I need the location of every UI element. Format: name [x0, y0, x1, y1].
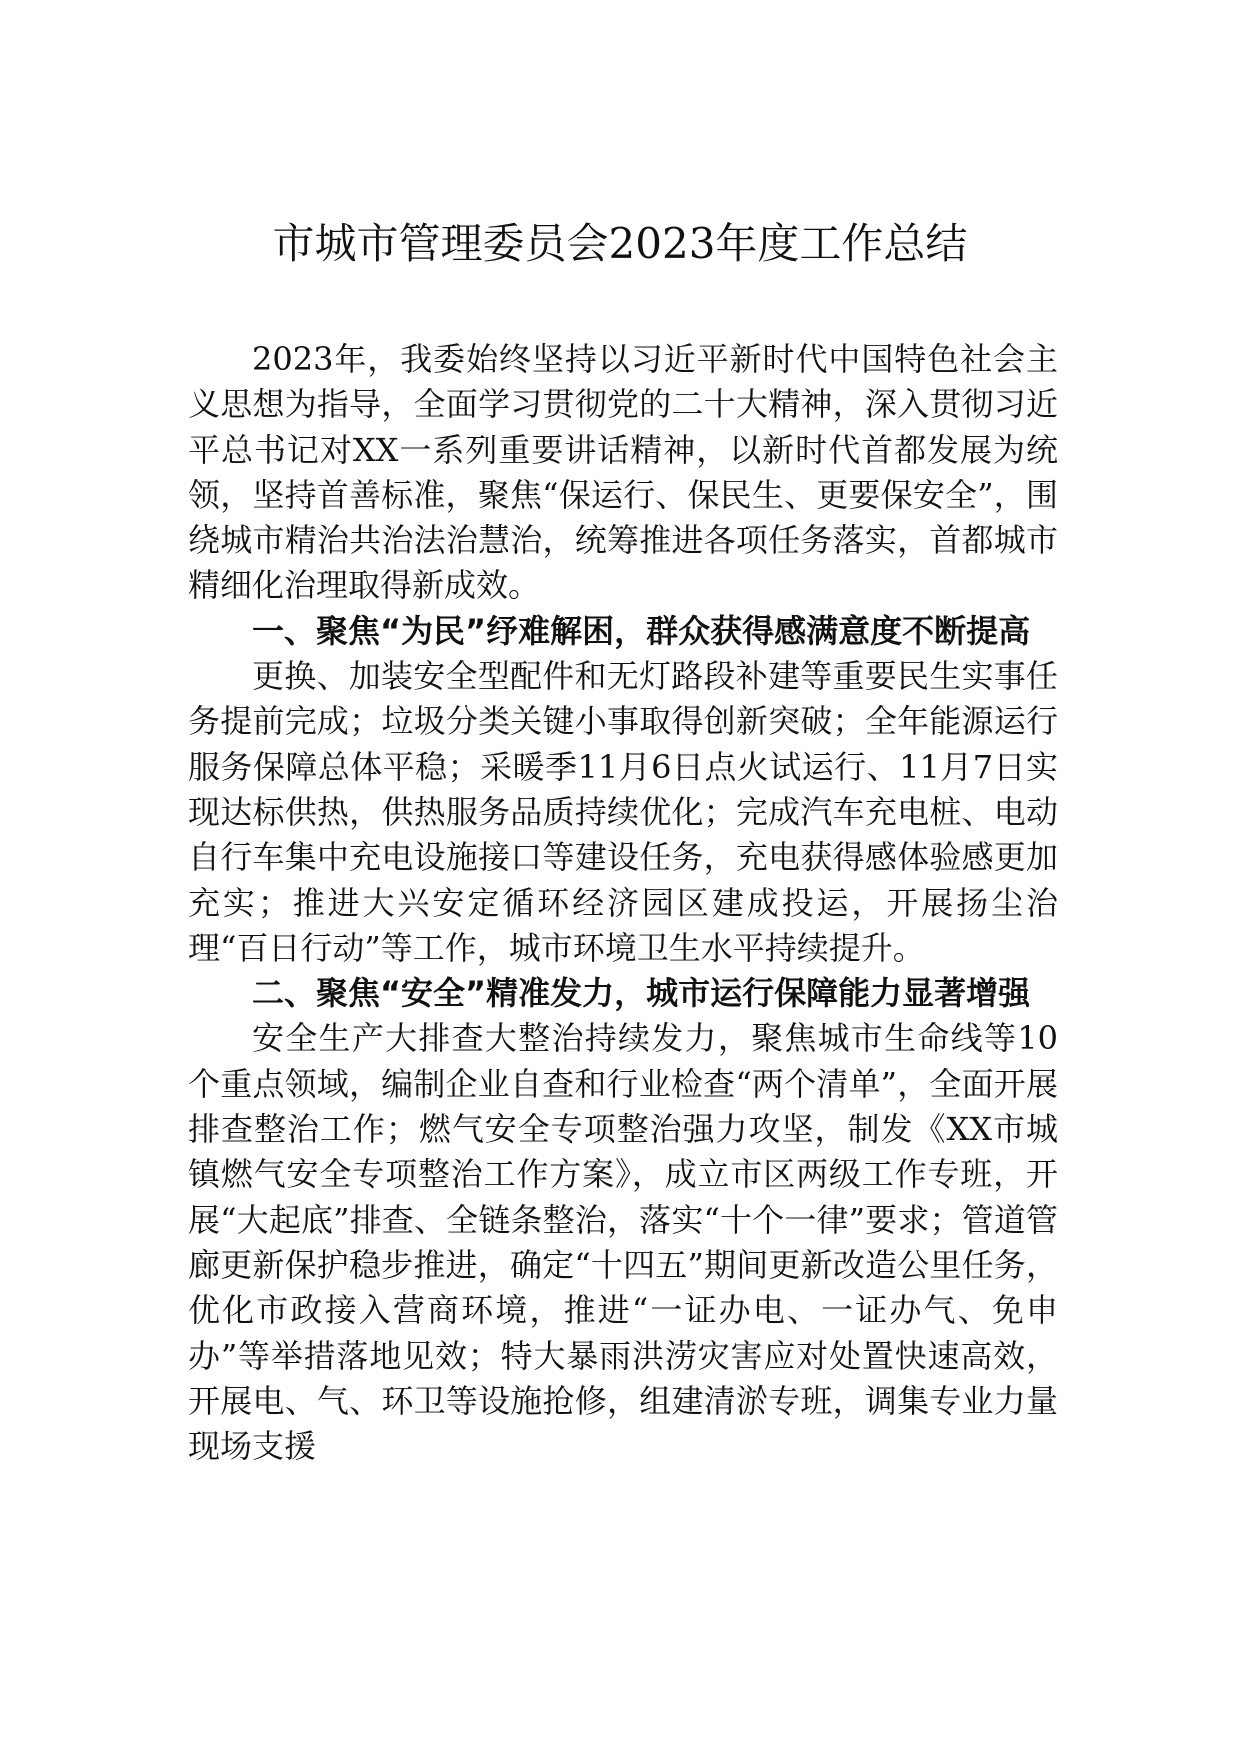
- section-1-paragraph: 更换、加装安全型配件和无灯路段补建等重要民生实事任务提前完成；垃圾分类关键小事取得创新突破；全年能源运行服务保障总体平稳；采暖季11月6日点火试运行、11月7日实现达标供热，供热服务品质持续优化；完成汽车充电桩、电动自行车集中充电设施接口等建设任务，充电获得感体验感更加充实；推进大兴安定循环经济园区建成投运，开展扬尘治理“百日行动”等工作，城市环境卫生水平持续提升。: [188, 657, 1058, 967]
- section-2-paragraph: 安全生产大排查大整治持续发力，聚焦城市生命线等10个重点领域，编制企业自查和行业检查“两个清单”，全面开展排查整治工作；燃气安全专项整治强力攻坚，制发《XX市城镇燃气安全专项整治工作方案》，成立市区两级工作专班，开展“大起底”排查、全链条整治，落实“十个一律”要求；管道管廊更新保护稳步推进，确定“十四五”期间更新改造公里任务，优化市政接入营商环境，推进“一证办电、一证办气、免申办”等举措落地见效；特大暴雨洪涝灾害应对处置快速高效，开展电、气、环卫等设施抢修，组建清淤专班，调集专业力量现场支援: [188, 1019, 1058, 1466]
- document-title: 市城市管理委员会2023年度工作总结: [272, 219, 968, 268]
- section-heading-2: 二、聚焦“安全”精准发力，城市运行保障能力显著增强: [252, 974, 1031, 1013]
- section-heading-1: 一、聚焦“为民”纾难解困，群众获得感满意度不断提高: [252, 611, 1031, 650]
- document-body: [188, 337, 1058, 1469]
- intro-paragraph: 2023年，我委始终坚持以习近平新时代中国特色社会主义思想为指导，全面学习贯彻党的二十大精神，深入贯彻习近平总书记对XX一系列重要讲话精神，以新时代首都发展为统领，坚持首善标准，聚焦“保运行、保民生、更要保安全”，围绕城市精治共治法治慧治，统筹推进各项任务落实，首都城市精细化治理取得新成效。: [188, 340, 1058, 605]
